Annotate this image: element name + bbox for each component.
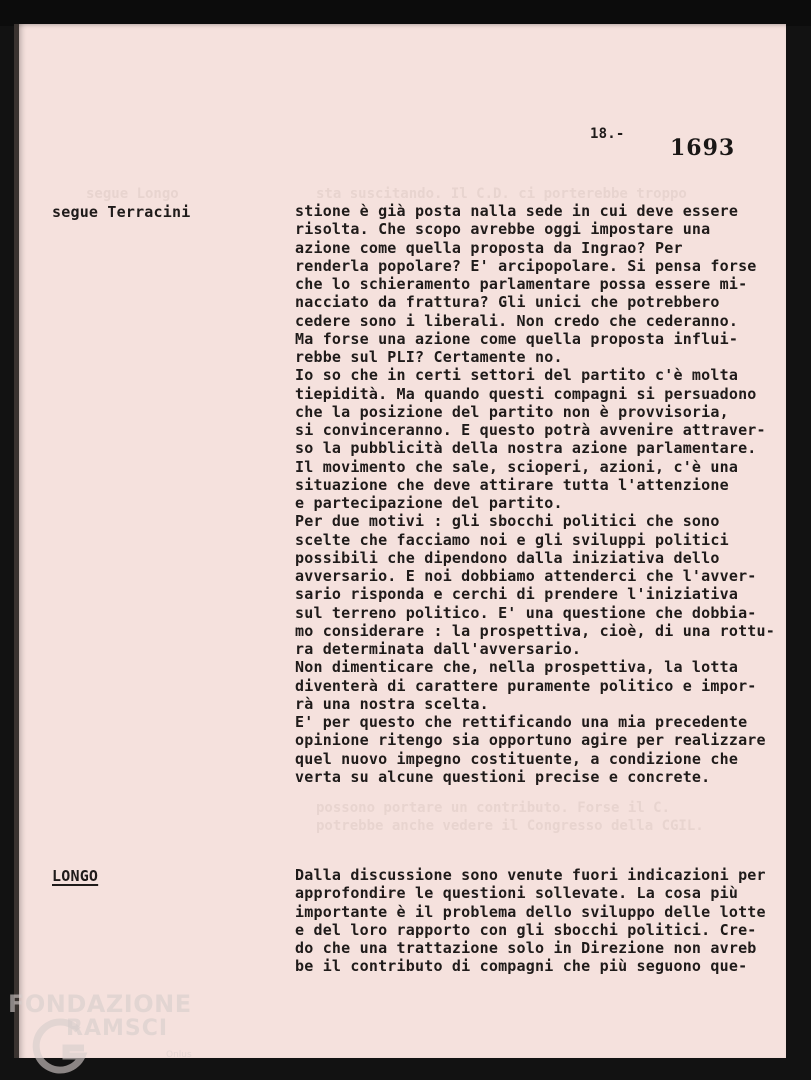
- text-line: E' per questo che rettificando una mia precedente: [295, 713, 748, 731]
- text-line: possibili che dipendono dalla iniziativa dello: [295, 548, 720, 567]
- text-line: che lo schieramento parlamentare possa essere mi-: [295, 275, 748, 293]
- text-line: Ma forse una azione come quella proposta influi-: [295, 329, 739, 348]
- speech-text: [295, 866, 766, 976]
- text-line: verta su alcune questioni precise e concrete.: [295, 767, 711, 786]
- text-line: importante è il problema dello sviluppo delle lotte: [295, 902, 766, 921]
- text-line: ra determinata dall'avversario.: [295, 640, 582, 658]
- text-line: mo considerare : la prospettiva, cioè, di una rottu-: [295, 621, 775, 640]
- text-line: Dalla discussione sono venute fuori indicazioni per: [295, 866, 766, 884]
- text-line: Io so che in certi settori del partito c'è molta: [295, 366, 739, 385]
- text-line: nacciato da frattura? Gli unici che potrebbero: [295, 293, 720, 312]
- text-line: risolta. Che scopo avrebbe oggi impostare una: [295, 220, 711, 239]
- text-line: sul terreno politico. E' una questione che dobbia-: [295, 603, 757, 622]
- text-line: do che una trattazione solo in Direzione non avreb: [295, 939, 757, 957]
- show-through-text: segue Longo: [86, 186, 179, 202]
- text-line: rebbe sul PLI? Certamente no.: [295, 348, 563, 366]
- speech-text: [295, 202, 775, 786]
- archive-stamp-number: 1693: [670, 135, 736, 161]
- watermark-line: FONDAZIONE: [8, 990, 192, 1018]
- text-line: rà una nostra scelta.: [295, 694, 489, 713]
- scan-background: [0, 0, 811, 26]
- show-through-text: potrebbe anche vedere il Congresso della CGIL.: [316, 818, 704, 834]
- text-line: e del loro rapporto con gli sbocchi politici. Cre-: [295, 920, 757, 939]
- text-line: sario risponda e cerchi di prendere l'iniziativa: [295, 585, 739, 604]
- text-line: Non dimenticare che, nella prospettiva, la lotta: [295, 658, 739, 677]
- text-line: renderla popolare? E' arcipopolare. Si pensa forse: [295, 256, 757, 275]
- text-line: Per due motivi : gli sbocchi politici che sono: [295, 512, 720, 531]
- text-line: avversario. E noi dobbiamo attenderci che l'avver-: [295, 567, 757, 585]
- text-line: situazione che deve attirare tutta l'attenzione: [295, 475, 729, 494]
- text-line: be il contributo di compagni che più seguono que-: [295, 957, 748, 976]
- text-line: tiepidità. Ma quando questi compagni si persuadono: [295, 384, 757, 403]
- text-line: quel nuovo impegno costituente, a condizione che: [295, 749, 739, 768]
- text-line: cedere sono i liberali. Non credo che cederanno.: [295, 311, 739, 330]
- text-line: approfondire le questioni sollevate. La cosa più: [295, 884, 739, 903]
- text-line: e partecipazione del partito.: [295, 494, 563, 512]
- text-line: stione è già posta nalla sede in cui deve essere: [295, 202, 739, 220]
- page-number: 18.-: [590, 126, 625, 142]
- show-through-text: possono portare un contributo. Forse il C.: [316, 800, 671, 816]
- text-line: azione come quella proposta da Ingrao? Per: [295, 238, 683, 257]
- fondazione-gramsci-watermark: [4, 990, 204, 1080]
- text-line: opinione ritengo sia opportuno agire per realizzare: [295, 731, 766, 750]
- text-line: scelte che facciamo noi e gli sviluppi politici: [295, 530, 729, 549]
- text-line: che la posizione del partito non è provvisoria,: [295, 402, 729, 421]
- text-line: so la pubblicità della nostra azione parlamentare.: [295, 439, 757, 458]
- watermark-line: Onlus: [166, 1050, 192, 1060]
- watermark-line: RAMSCI: [66, 1016, 169, 1041]
- text-line: si convinceranno. E questo potrà avvenire attraver-: [295, 421, 766, 439]
- show-through-text: sta suscitando. Il C.D. ci porterebbe troppo: [316, 186, 687, 202]
- text-line: Il movimento che sale, scioperi, azioni, c'è una: [295, 457, 739, 476]
- text-line: diventerà di carattere puramente politico e impor-: [295, 676, 757, 695]
- speaker-label: LONGO: [52, 867, 99, 885]
- speaker-label: segue Terracini: [52, 203, 191, 221]
